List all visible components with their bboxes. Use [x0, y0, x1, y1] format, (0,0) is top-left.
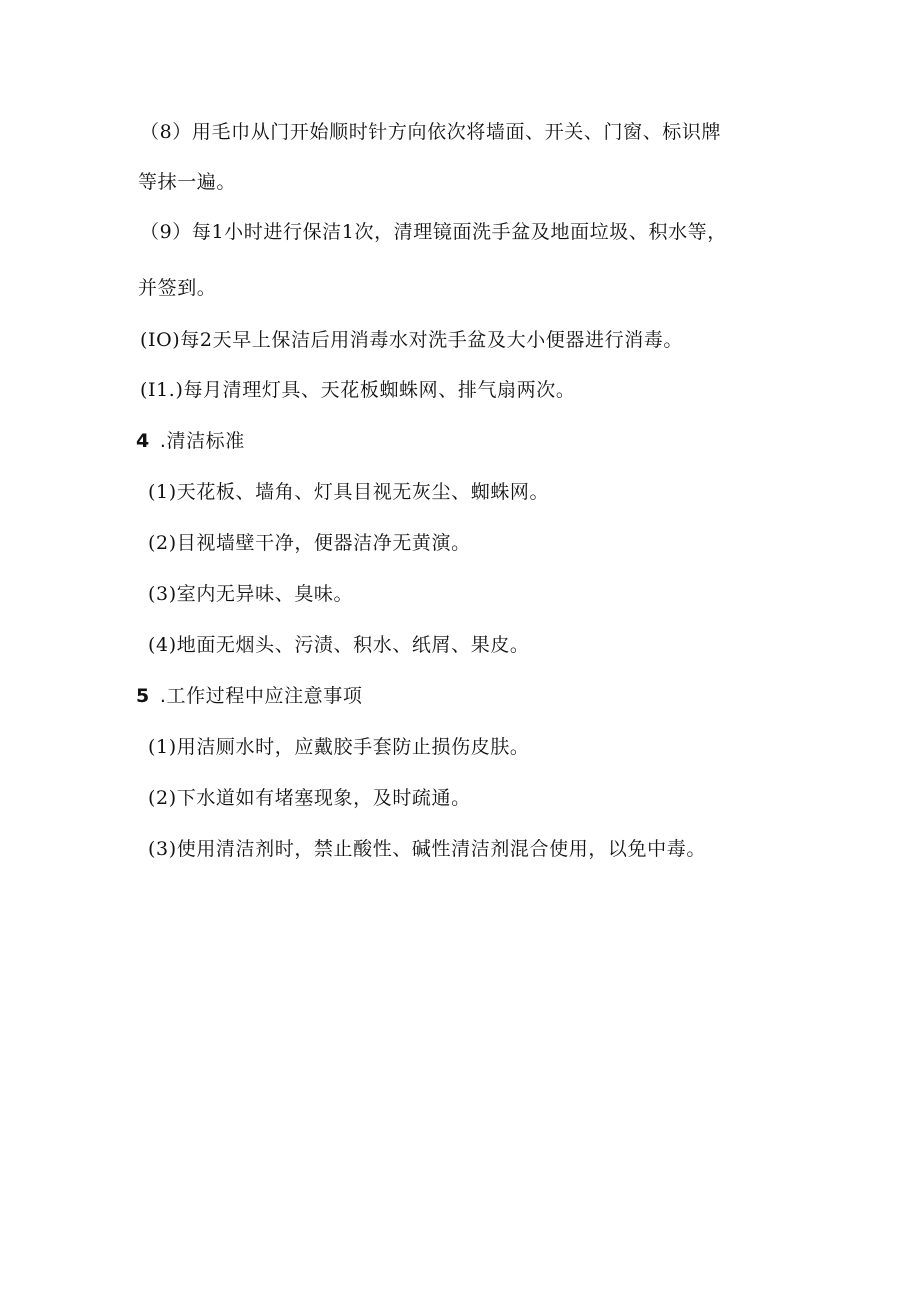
list-item: (2)下水道如有堵塞现象，及时疏通。: [148, 787, 471, 809]
list-item: (3)室内无异味、臭味。: [148, 583, 354, 605]
list-item: (1)天花板、墙角、灯具目视无灰尘、蜘蛛网。: [148, 481, 550, 503]
paragraph-line: （9）每1小时进行保洁1次，清理镜面洗手盆及地面垃圾、积水等，: [140, 221, 727, 243]
list-item: (2)目视墙壁干净，便器洁净无黄演。: [148, 532, 471, 554]
section-number: 5: [136, 685, 150, 707]
section-title: .清洁标准: [159, 430, 245, 452]
section-heading-5: [136, 684, 362, 708]
paragraph-line: (IO)每2天早上保洁后用消毒水对洗手盆及大小便器进行消毒。: [140, 329, 683, 351]
paragraph-line: 并签到。: [138, 277, 217, 299]
paragraph-line: （8）用毛巾从门开始顺时针方向依次将墙面、开关、门窗、标识牌: [140, 121, 722, 143]
list-item: (3)使用清洁剂时，禁止酸性、碱性清洁剂混合使用，以免中毒。: [148, 838, 706, 860]
list-item: (1)用洁厕水时，应戴胶手套防止损伤皮肤。: [148, 736, 530, 758]
section-heading-4: [136, 429, 245, 453]
list-item: (4)地面无烟头、污渍、积水、纸屑、果皮。: [148, 634, 530, 656]
paragraph-line: (I1.)每月清理灯具、天花板蜘蛛网、排气扇两次。: [140, 379, 576, 401]
section-title: .工作过程中应注意事项: [159, 685, 363, 707]
paragraph-line: 等抹一遍。: [138, 171, 237, 193]
section-number: 4: [136, 430, 150, 452]
